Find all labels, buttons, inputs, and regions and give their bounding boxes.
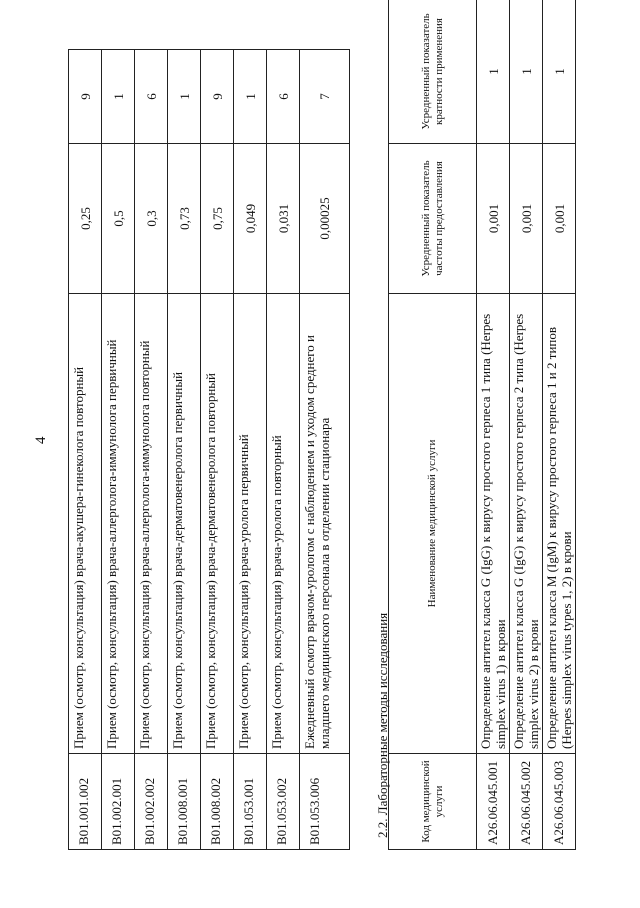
header-multiplicity: Усредненный показатель кратности применения (389, 0, 477, 144)
table-header-row (389, 0, 477, 850)
multiplicity-value: 6 (135, 50, 168, 144)
table-row (234, 50, 267, 850)
frequency-value: 0,25 (69, 144, 102, 294)
service-name: Прием (осмотр, консультация) врача-аллерголога-иммунолога первичный (102, 294, 135, 754)
service-code: B01.008.001 (168, 754, 201, 850)
service-name: Прием (осмотр, консультация) врача-аллерголога-иммунолога повторный (135, 294, 168, 754)
service-name: Определение антител класса G (IgG) к вирусу простого герпеса 1 типа (Herpes simplex virus 1) в крови (477, 294, 510, 754)
table-row (135, 50, 168, 850)
service-name: Ежедневный осмотр врачом-урологом с наблюдением и уходом среднего и младшего медицинского персонала в отделении стационара (300, 294, 350, 754)
service-code: B01.002.002 (135, 754, 168, 850)
multiplicity-value: 9 (69, 50, 102, 144)
table-row (201, 50, 234, 850)
consultations-table (68, 49, 350, 850)
header-name: Наименование медицинской услуги (389, 294, 477, 754)
frequency-value: 0,049 (234, 144, 267, 294)
table-row (300, 50, 350, 850)
multiplicity-value: 1 (168, 50, 201, 144)
frequency-value: 0,001 (510, 144, 543, 294)
table-row (267, 50, 300, 850)
multiplicity-value: 7 (300, 50, 350, 144)
service-code: B01.053.001 (234, 754, 267, 850)
service-name: Прием (осмотр, консультация) врача-дерматовенеролога первичный (168, 294, 201, 754)
table-row (168, 50, 201, 850)
multiplicity-value: 1 (102, 50, 135, 144)
service-code: B01.002.001 (102, 754, 135, 850)
service-code: B01.001.002 (69, 754, 102, 850)
table-row (69, 50, 102, 850)
frequency-value: 0,001 (477, 144, 510, 294)
service-code: A26.06.045.001 (477, 754, 510, 850)
service-code: A26.06.045.002 (510, 754, 543, 850)
service-name: Прием (осмотр, консультация) врача-дерматовенеролога повторный (201, 294, 234, 754)
frequency-value: 0,73 (168, 144, 201, 294)
service-code: B01.053.002 (267, 754, 300, 850)
service-name: Прием (осмотр, консультация) врача-уролога повторный (267, 294, 300, 754)
multiplicity-value: 1 (510, 0, 543, 144)
frequency-value: 0,3 (135, 144, 168, 294)
service-name: Определение антител класса G (IgG) к вирусу простого герпеса 2 типа (Herpes simplex virus 2) в крови (510, 294, 543, 754)
service-code: B01.008.002 (201, 754, 234, 850)
frequency-value: 0,001 (543, 144, 576, 294)
table-row (543, 0, 576, 850)
service-code: A26.06.045.003 (543, 754, 576, 850)
multiplicity-value: 1 (234, 50, 267, 144)
table-row (510, 0, 543, 850)
section-title: 2.2. Лабораторные методы исследования (375, 612, 390, 838)
frequency-value: 0,5 (102, 144, 135, 294)
table-row (102, 50, 135, 850)
header-frequency: Усредненный показатель частоты предоставления (389, 144, 477, 294)
table-row (477, 0, 510, 850)
frequency-value: 0,031 (267, 144, 300, 294)
service-name: Определение антител класса M (IgM) к вирусу простого герпеса 1 и 2 типов (Herpes simplex virus types 1, 2) в крови (543, 294, 576, 754)
lab-methods-table (388, 0, 576, 850)
multiplicity-value: 6 (267, 50, 300, 144)
frequency-value: 0,00025 (300, 144, 350, 294)
service-code: B01.053.006 (300, 754, 350, 850)
frequency-value: 0,75 (201, 144, 234, 294)
multiplicity-value: 1 (543, 0, 576, 144)
header-code: Код медицинской услуги (389, 754, 477, 850)
multiplicity-value: 1 (477, 0, 510, 144)
service-name: Прием (осмотр, консультация) врача-уролога первичный (234, 294, 267, 754)
multiplicity-value: 9 (201, 50, 234, 144)
service-name: Прием (осмотр, консультация) врача-акушера-гинеколога повторный (69, 294, 102, 754)
page-number: 4 (33, 436, 49, 444)
